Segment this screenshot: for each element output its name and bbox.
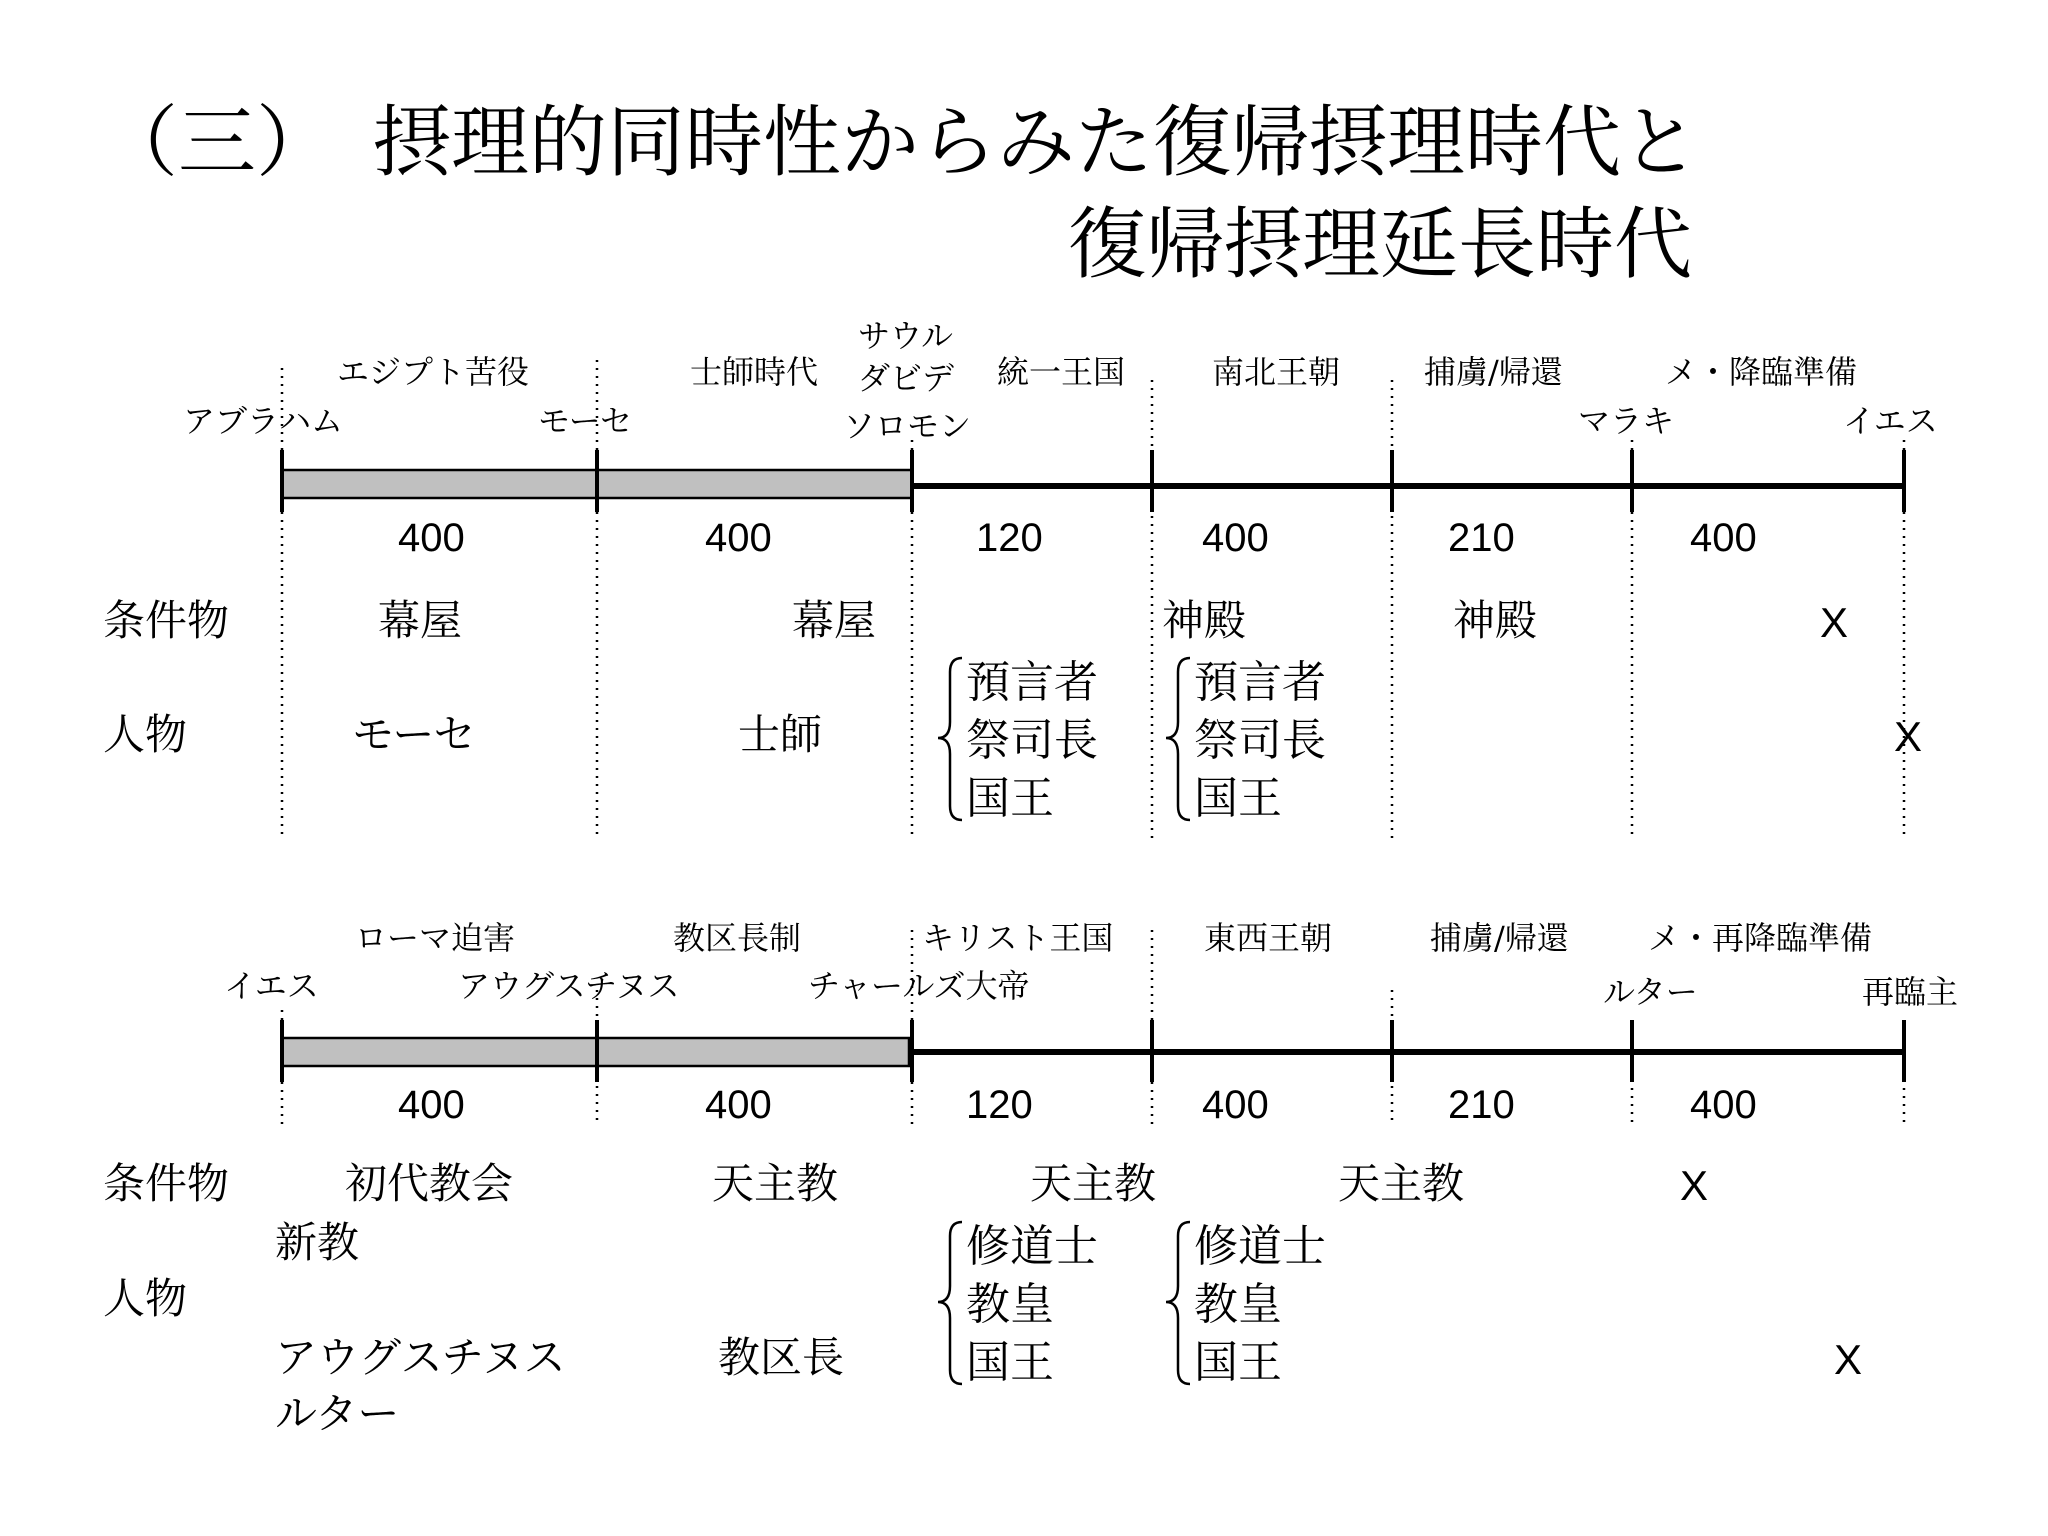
top-figure-david: ダビデ [858,359,955,397]
top-figure-label: イエス [1843,402,1938,440]
bottom-dividers [282,930,1904,1125]
brace-item: 修道士 [1194,1221,1326,1272]
top-brace-2 [1166,658,1190,820]
top-figure-label: アブラハム [183,402,344,440]
bottom-brace-2 [1166,1222,1190,1384]
bottom-year-label: 210 [1448,1083,1515,1127]
bottom-condition: 初代教会 [345,1159,514,1208]
top-figure-label: ソロモン [843,407,972,445]
bottom-figure-label: ルター [1603,973,1698,1011]
top-year-label: 400 [398,516,465,560]
brace-item: 祭司長 [1194,715,1326,766]
page-title-line1: （三） 摂理的同時性からみた復帰摂理時代と [100,98,1700,188]
bottom-figure-label: 再臨主 [1862,973,1959,1011]
bottom-year-label: 400 [1202,1083,1269,1127]
brace-item: 国王 [1194,1337,1282,1388]
top-condition: 神殿 [1453,596,1538,645]
bottom-person: ルター [275,1389,400,1438]
top-figure-label: マラキ [1578,402,1675,440]
top-brace-list-2 [1194,654,1326,828]
bottom-person: 教区長 [718,1333,845,1382]
top-timeline [282,450,1904,512]
bottom-era-label: 東西王朝 [1204,919,1333,957]
brace-item: 教皇 [966,1279,1054,1330]
bottom-era-label: 捕虜/帰還 [1430,919,1569,957]
top-figure-label: モーセ [538,402,633,440]
brace-item: 国王 [1194,773,1282,824]
top-brace-list-1 [966,654,1098,828]
bottom-condition: 天主教 [1338,1159,1465,1208]
top-person-x: X [1894,713,1923,760]
bottom-year-label: 400 [705,1083,772,1127]
top-era-label: メ・降臨準備 [1665,353,1858,391]
top-year-label: 400 [705,516,772,560]
top-brace-1 [938,658,962,820]
top-era-label: 捕虜/帰還 [1424,353,1563,391]
bottom-condition: 天主教 [712,1159,839,1208]
brace-item: 預言者 [966,657,1098,708]
bottom-brace-list-2 [1194,1218,1326,1392]
top-era-label: 統一王国 [997,353,1126,391]
top-year-label: 400 [1202,516,1269,560]
top-era-label: 士師時代 [690,353,819,391]
bottom-era-label: キリスト王国 [922,919,1114,957]
top-year-label: 120 [976,516,1043,560]
bottom-row-label-condition: 条件物 [103,1159,230,1208]
bottom-person: 新教 [275,1218,360,1267]
top-condition: 幕屋 [792,596,877,645]
bottom-era-label: メ・再降臨準備 [1648,919,1873,957]
bottom-figure-label: チャールズ大帝 [808,967,1030,1005]
bottom-figure-label: イエス [224,967,319,1005]
top-condition: 幕屋 [378,596,463,645]
bottom-brace-list-1 [966,1218,1098,1392]
bottom-brace-1 [938,1222,962,1384]
bottom-year-label: 120 [966,1083,1033,1127]
bottom-era-label: ローマ迫害 [355,919,516,957]
bottom-year-label: 400 [398,1083,465,1127]
top-era-label: エジプト苦役 [337,353,530,391]
top-person: モーセ [352,710,476,759]
bottom-condition: 天主教 [1030,1159,1157,1208]
bottom-person-x: X [1834,1336,1863,1383]
brace-item: 国王 [966,773,1054,824]
bottom-figure-label: アウグスチヌス [458,967,680,1005]
bottom-person: アウグスチヌス [275,1333,566,1382]
brace-item: 修道士 [966,1221,1098,1272]
brace-item: 教皇 [1194,1279,1282,1330]
top-condition: 神殿 [1162,596,1247,645]
top-year-label: 210 [1448,516,1515,560]
top-condition-x: X [1820,599,1849,646]
bottom-era-label: 教区長制 [673,919,802,957]
bottom-condition-x: X [1680,1162,1709,1209]
top-row-label-condition: 条件物 [103,596,230,645]
bottom-timeline [282,1020,1904,1082]
top-figure-saul: サウル [858,317,954,355]
bottom-row-label-person: 人物 [103,1274,188,1323]
top-era-label: 南北王朝 [1212,353,1341,391]
bottom-year-label: 400 [1690,1083,1757,1127]
brace-item: 国王 [966,1337,1054,1388]
brace-item: 祭司長 [966,715,1098,766]
top-row-label-person: 人物 [103,710,188,759]
top-person: 士師 [738,710,823,759]
page-title-line2: 復帰摂理延長時代 [1068,200,1693,290]
brace-item: 預言者 [1194,657,1326,708]
top-year-label: 400 [1690,516,1757,560]
